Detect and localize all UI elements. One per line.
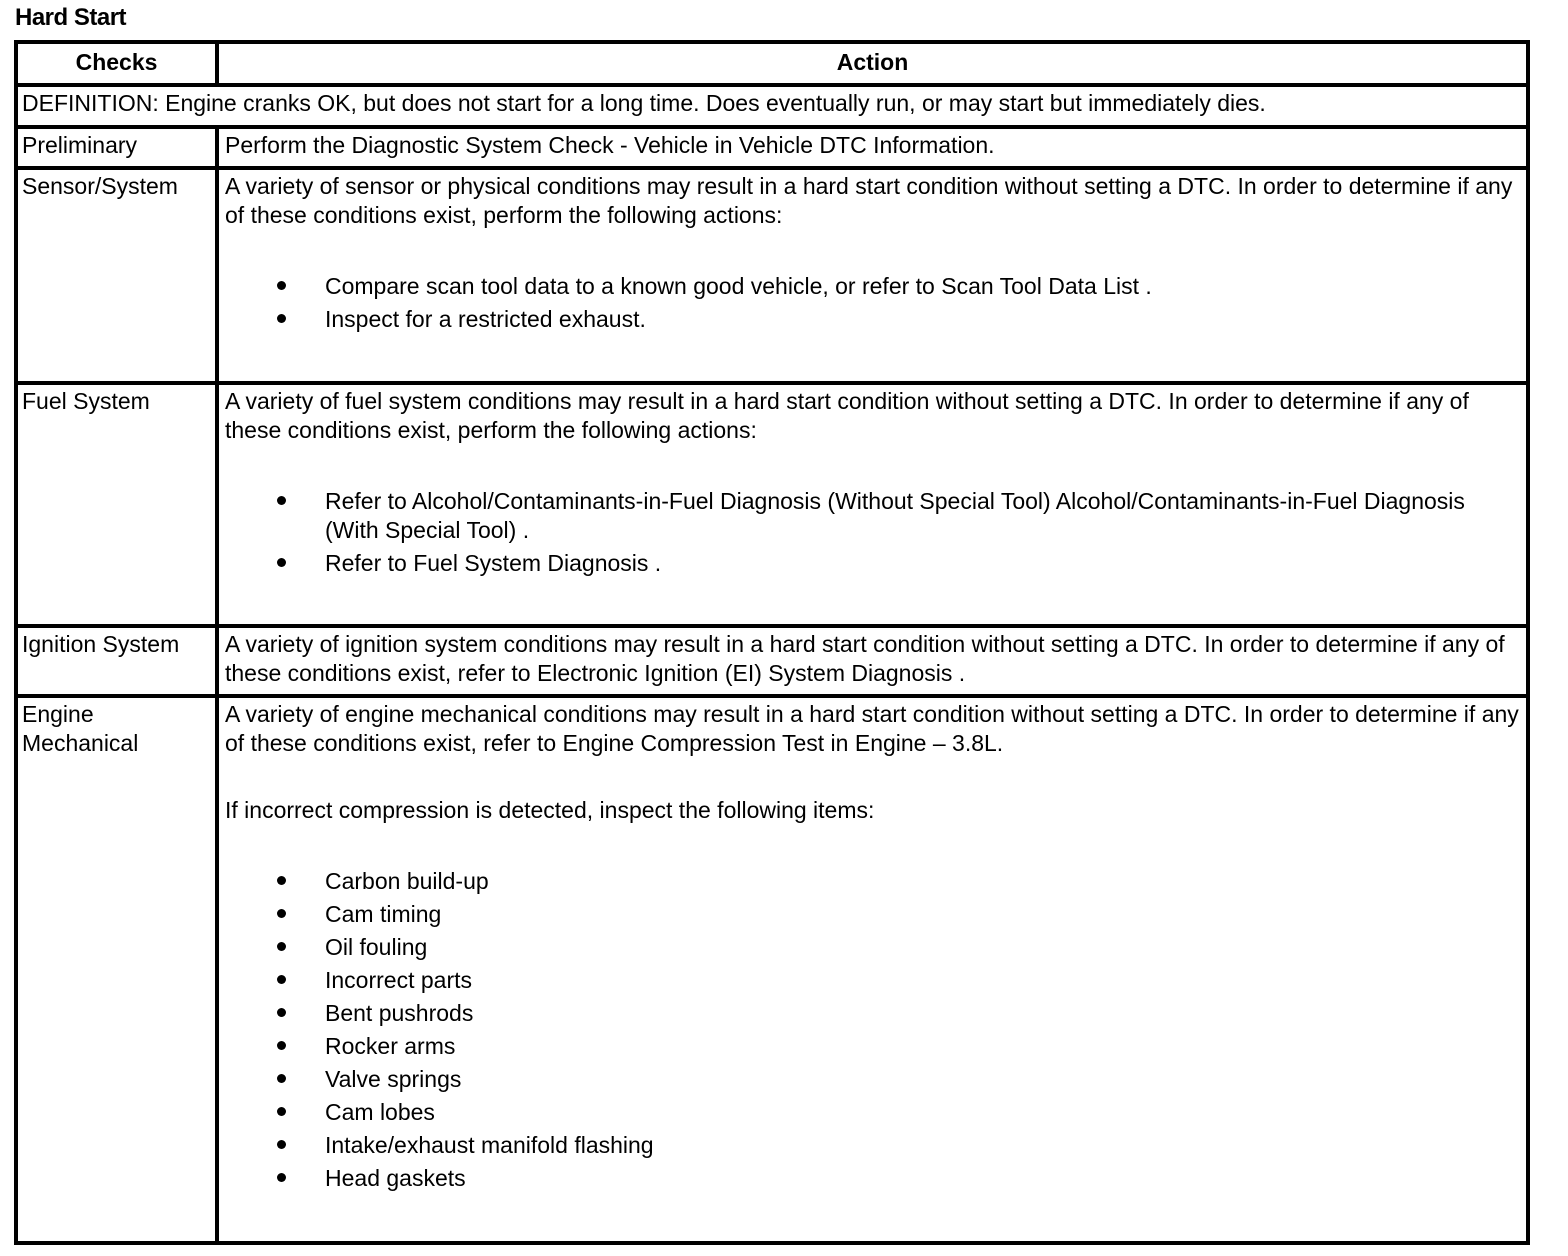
bullet-icon [277, 1173, 286, 1182]
bullet-icon [277, 281, 286, 290]
table-row [18, 698, 1526, 1241]
definition-row [18, 87, 1526, 129]
column-header-action: Action [836, 49, 909, 75]
list-item: Compare scan tool data to a known good vehicle, or refer to Scan Tool Data List . [225, 272, 1520, 301]
list-item: Cam timing [225, 900, 1520, 929]
bullet-icon [277, 1041, 286, 1050]
list-item: Refer to Fuel System Diagnosis . [225, 549, 1520, 578]
action-text: Perform the Diagnostic System Check - Vehicle in Vehicle DTC Information. [225, 132, 995, 158]
bullet-icon [277, 909, 286, 918]
check-label: Fuel System [18, 385, 219, 624]
bullet-icon [277, 942, 286, 951]
action-list [225, 867, 1520, 1193]
list-item: Head gaskets [225, 1164, 1520, 1193]
action-list [225, 487, 1520, 578]
bullet-icon [277, 496, 286, 505]
bullet-icon [277, 1008, 286, 1017]
definition-text: DEFINITION: Engine cranks OK, but does not start for a long time. Does eventually run, or may start but immediately dies. [22, 90, 1266, 116]
bullet-icon [277, 1074, 286, 1083]
table-row [18, 628, 1526, 698]
check-label: Ignition System [18, 628, 219, 694]
page-title: Hard Start [15, 4, 127, 31]
list-item: Carbon build-up [225, 867, 1520, 896]
list-item: Oil fouling [225, 933, 1520, 962]
check-label: Engine Mechanical [18, 698, 219, 1241]
list-item: Cam lobes [225, 1098, 1520, 1127]
table-row [18, 129, 1526, 170]
action-cell [219, 170, 1526, 381]
list-item: Incorrect parts [225, 966, 1520, 995]
action-text: A variety of ignition system conditions may result in a hard start condition without setting a DTC. In order to determine if any of these conditions exist, refer to Electronic Ignition (EI) System Diagnosis . [225, 631, 1505, 686]
action-cell [219, 698, 1526, 1241]
list-item: Rocker arms [225, 1032, 1520, 1061]
table-header-row [18, 44, 1526, 87]
diagnosis-table [14, 40, 1530, 1245]
list-item: Refer to Alcohol/Contaminants-in-Fuel Diagnosis (Without Special Tool) Alcohol/Contaminants-in-Fuel Diagnosis (With Special Tool) . [225, 487, 1520, 545]
bullet-icon [277, 558, 286, 567]
action-list [225, 272, 1520, 334]
list-item: Intake/exhaust manifold flashing [225, 1131, 1520, 1160]
check-label: Preliminary [18, 129, 219, 166]
bullet-icon [277, 314, 286, 323]
action-text: A variety of fuel system conditions may result in a hard start condition without setting a DTC. In order to determine if any of these conditions exist, perform the following actions: [225, 388, 1469, 443]
action-text: A variety of engine mechanical conditions may result in a hard start condition without setting a DTC. In order to determine if any of these conditions exist, refer to Engine Compression Test in Engine – 3.8L. [225, 701, 1519, 756]
check-label: Sensor/System [18, 170, 219, 381]
table-row [18, 170, 1526, 385]
bullet-icon [277, 876, 286, 885]
table-row [18, 385, 1526, 628]
action-cell [219, 385, 1526, 624]
bullet-icon [277, 975, 286, 984]
list-item: Bent pushrods [225, 999, 1520, 1028]
bullet-icon [277, 1107, 286, 1116]
list-item: Valve springs [225, 1065, 1520, 1094]
list-item: Inspect for a restricted exhaust. [225, 305, 1520, 334]
action-text-secondary: If incorrect compression is detected, inspect the following items: [225, 797, 875, 823]
action-text: A variety of sensor or physical conditions may result in a hard start condition without setting a DTC. In order to determine if any of these conditions exist, perform the following actions: [225, 173, 1513, 228]
bullet-icon [277, 1140, 286, 1149]
column-header-checks: Checks [18, 44, 219, 83]
